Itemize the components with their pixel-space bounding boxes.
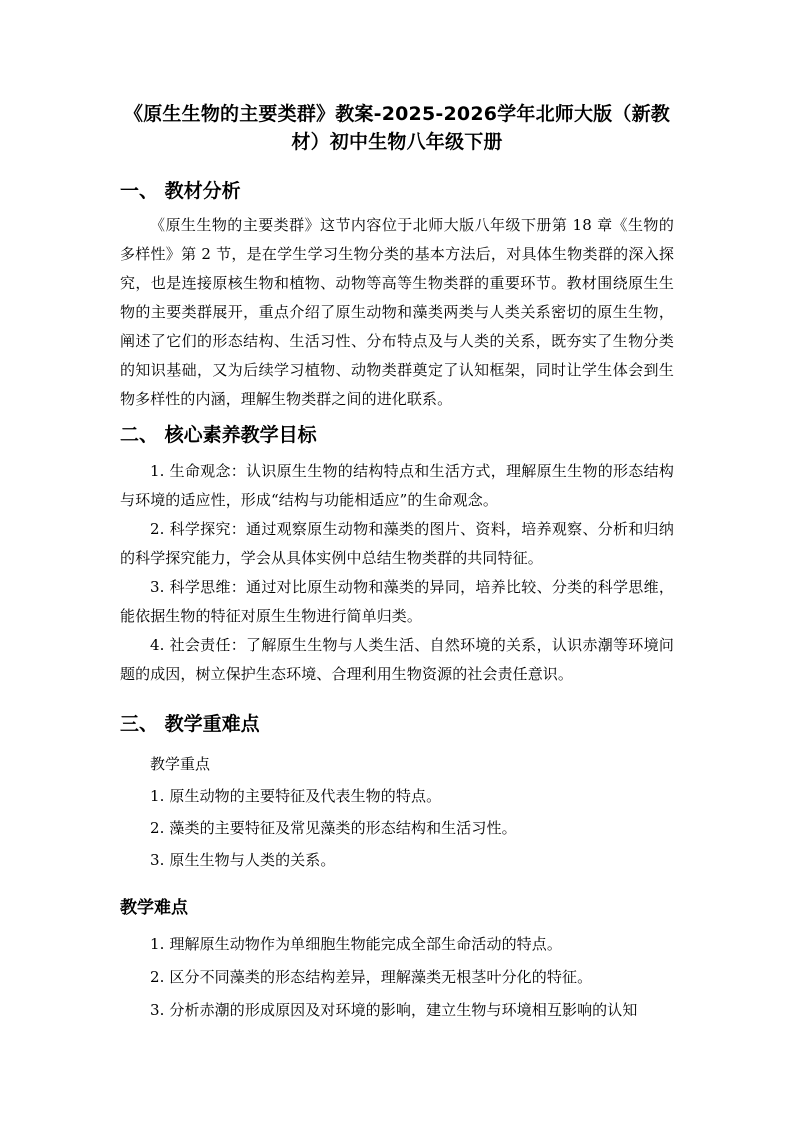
objective-item-social-responsibility: 4. 社会责任：了解原生生物与人类生活、自然环境的关系，认识赤潮等环境问题的成因，树立保护生态环境、合理利用生物资源的社会责任意识。	[120, 636, 674, 683]
difficult-point-item: 1. 理解原生动物作为单细胞生物能完成全部生命活动的特点。	[150, 935, 562, 953]
key-point-item: 2. 藻类的主要特征及常见藻类的形态结构和生活习性。	[150, 819, 517, 837]
textbook-analysis-paragraph: 《原生生物的主要类群》这节内容位于北师大版八年级下册第 18 章《生物的多样性》第 2 节，是在学生学习生物分类的基本方法后，对具体生物类群的深入探究，也是连接原核生物和植物、动物等高等生物类群的重要环节。教材围绕原生生物的主要类群展开，重点介绍了原生动物和藻类两类与人类关系密切的原生生物，阐述了它们的形态结构、生活习性、分布特点及与人类的关系，既夯实了生物分类的知识基础，又为后续学习植物、动物类群奠定了认知框架，同时让学生体会到生物多样性的内涵，理解生物类群之间的进化联系。	[120, 216, 674, 408]
objective-item-scientific-inquiry: 2. 科学探究：通过观察原生动物和藻类的图片、资料，培养观察、分析和归纳的科学探究能力，学会从具体实例中总结生物类群的共同特征。	[120, 520, 674, 567]
key-points-label: 教学重点	[150, 755, 211, 773]
difficult-point-item: 2. 区分不同藻类的形态结构差异，理解藻类无根茎叶分化的特征。	[150, 968, 593, 986]
key-point-item: 3. 原生生物与人类的关系。	[150, 851, 336, 869]
section-heading-teaching-objectives: 二、 核心素养教学目标	[120, 424, 317, 446]
objective-item-life-concept: 1. 生命观念：认识原生生物的结构特点和生活方式，理解原生生物的形态结构与环境的适应性，形成“结构与功能相适应”的生命观念。	[120, 462, 674, 509]
section-heading-key-difficult-points: 三、 教学重难点	[120, 713, 260, 735]
section-heading-textbook-analysis: 一、 教材分析	[120, 180, 241, 202]
document-title: 《原生生物的主要类群》教案-2025-2026学年北师大版（新教材）初中生物八年级下册	[124, 103, 670, 153]
key-point-item: 1. 原生动物的主要特征及代表生物的特点。	[150, 787, 442, 805]
objective-item-scientific-thinking: 3. 科学思维：通过对比原生动物和藻类的异同，培养比较、分类的科学思维，能依据生物的特征对原生生物进行简单归类。	[120, 578, 674, 625]
difficult-point-item: 3. 分析赤潮的形成原因及对环境的影响，建立生物与环境相互影响的认知	[150, 1001, 638, 1019]
difficult-points-heading: 教学难点	[120, 898, 188, 918]
